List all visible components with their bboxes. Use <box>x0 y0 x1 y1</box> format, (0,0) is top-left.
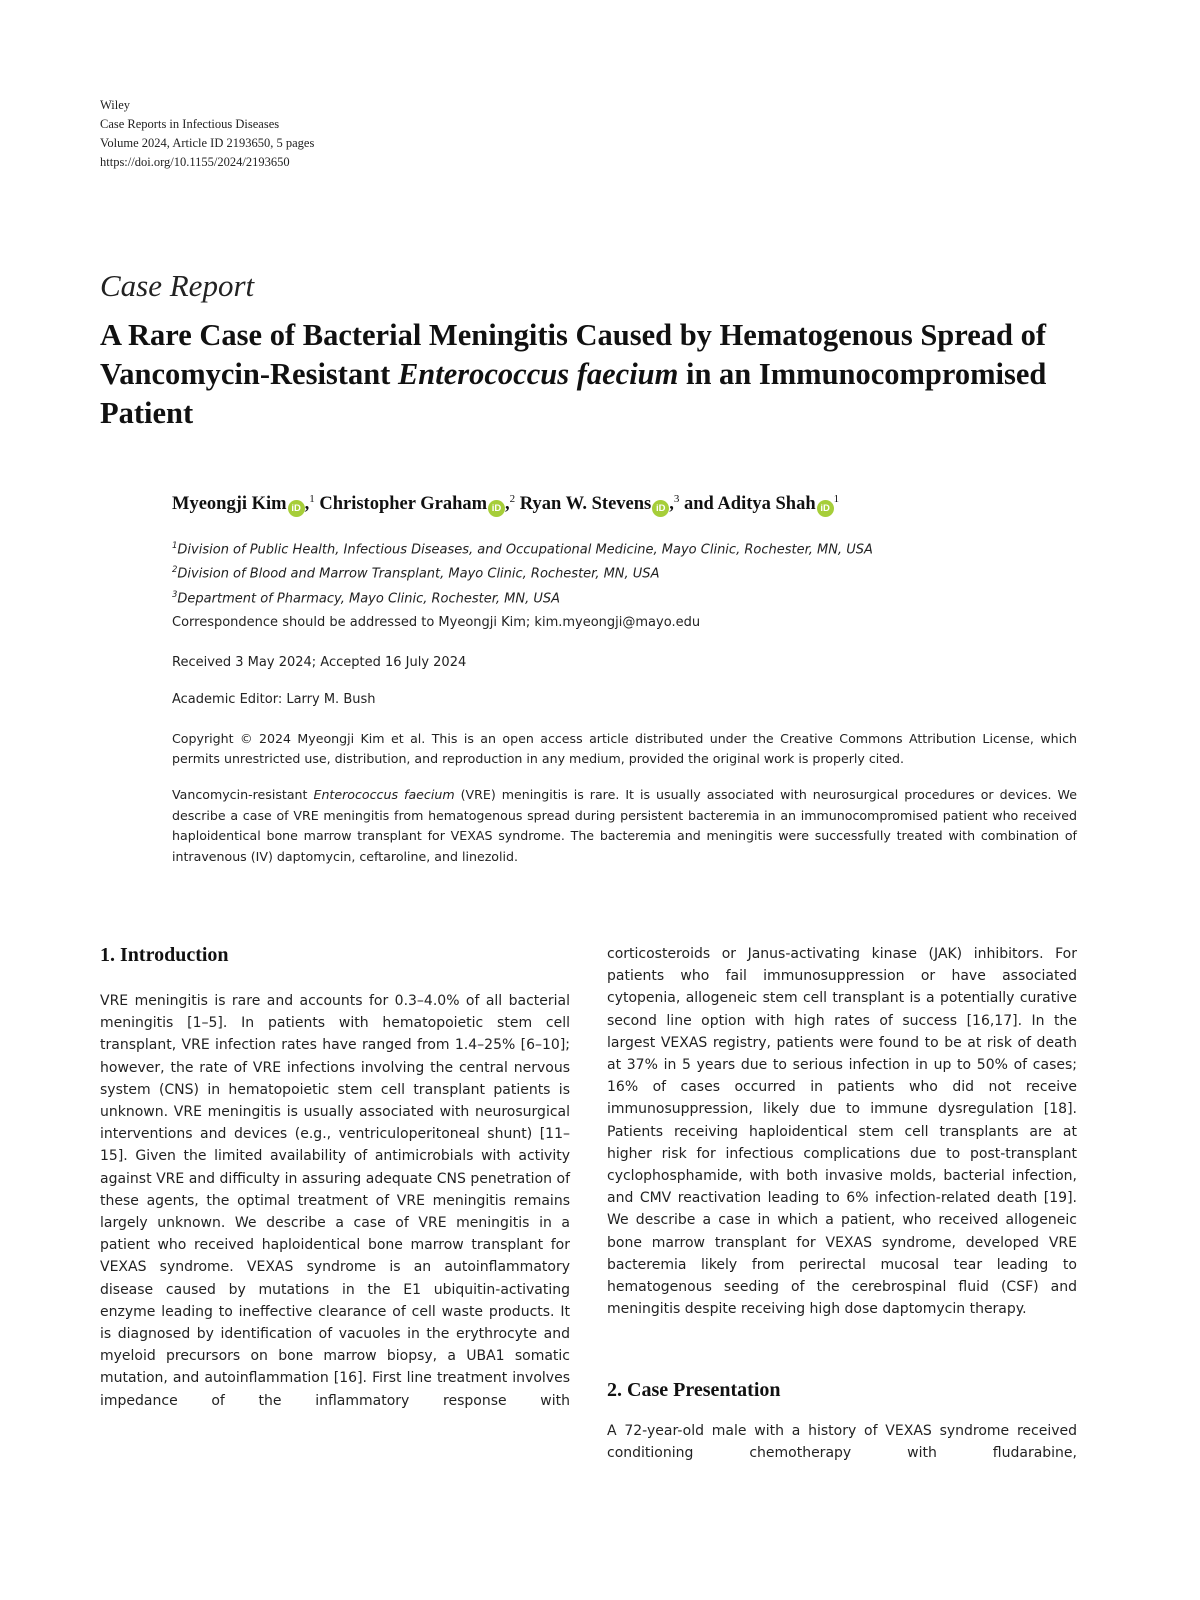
affiliation: $^3$Department of Pharmacy, Mayo Clinic, Rochester, MN, USA <box>172 589 561 606</box>
publisher-name: Wiley <box>100 98 131 112</box>
affiliation-marker: 3 <box>673 493 680 505</box>
doi-link[interactable]: https://doi.org/10.1155/2024/2193650 <box>100 155 290 169</box>
affiliation: $^2$Division of Blood and Marrow Transplant, Mayo Clinic, Rochester, MN, USA <box>172 565 660 582</box>
received-dates: Received 3 May 2024; Accepted 16 July 2024 <box>172 655 467 670</box>
case-paragraph: A 72-year-old male with a history of VEXAS syndrome received conditioning chemotherapy with fludarabine, <box>607 1423 1077 1462</box>
author-name[interactable]: Aditya Shah <box>717 494 816 515</box>
body-column-right <box>607 943 1077 1320</box>
article-title: A Rare Case of Bacterial Meningitis Caused by Hematogenous Spread of Vancomycin-Resistant Enterococcus faecium in an Immunocompromised Patient <box>100 318 1047 430</box>
author-joiner: and <box>683 494 714 515</box>
affiliation-list <box>172 536 873 609</box>
section-heading-introduction: 1. Introduction <box>100 944 229 966</box>
author-name[interactable]: Myeongji Kim <box>172 494 287 515</box>
affiliation-marker: 2 <box>509 493 516 505</box>
intro-paragraph: VRE meningitis is rare and accounts for 0.3–4.0% of all bacterial meningitis [1–5]. In patients with hematopoietic stem cell transplant, VRE infection rates have ranged from 1.4–25% [6–10]; however, the rate of VRE infections involving the central nervous system (CNS) in hematopoietic stem cell transplant patients is unknown. VRE meningitis is usually associated with neurosurgical interventions and devices (e.g., ventriculoperitoneal shunt) [11–15]. Given the limited availability of antimicrobials with activity against VRE and difficulty in assuring adequate CNS penetration of these agents, the optimal treatment of VRE meningitis remains largely unknown. We describe a case of VRE meningitis in a patient who received haploidentical bone marrow transplant for VEXAS syndrome. VEXAS syndrome is an autoinflammatory disease caused by mutations in the E1 ubiquitin-activating enzyme leading to ineffective clearance of cell waste products. It is diagnosed by identification of vacuoles in the erythrocyte and myeloid precursors on bone marrow biopsy, a UBA1 somatic mutation, and autoinflammation [16]. First line treatment involves impedance of the inflammatory response with <box>100 993 570 1409</box>
academic-editor: Academic Editor: Larry M. Bush <box>172 692 376 707</box>
orcid-icon[interactable]: iD <box>288 500 305 517</box>
volume-info: Volume 2024, Article ID 2193650, 5 pages <box>100 136 315 150</box>
correspondence: Correspondence should be addressed to Myeongji Kim; kim.myeongji@mayo.edu <box>172 615 701 630</box>
author-name[interactable]: Ryan W. Stevens <box>519 494 652 515</box>
author-list: Myeongji Kim iD ,$^1$ Christopher Graham iD ,$^2$ Ryan W. Stevens iD ,$^3$ and Aditya Shah $iD^1$ <box>172 493 839 517</box>
journal-name: Case Reports in Infectious Diseases <box>100 117 280 131</box>
orcid-icon[interactable]: iD <box>488 500 505 517</box>
copyright-notice: Copyright © 2024 Myeongji Kim et al. This is an open access article distributed under the Creative Commons Attribution License, which permits unrestricted use, distribution, and reproduction in any medium, provided the original work is properly cited. <box>172 731 1077 766</box>
case-column <box>607 1420 1077 1464</box>
affiliation: $^1$Division of Public Health, Infectious Diseases, and Occupational Medicine, Mayo Clinic, Rochester, MN, USA <box>172 541 873 558</box>
affiliation-marker: 1 <box>833 493 840 505</box>
journal-header <box>100 96 314 172</box>
article-type: Case Report <box>100 268 255 303</box>
orcid-icon[interactable]: iD <box>817 500 834 517</box>
section-heading-case-presentation: 2. Case Presentation <box>607 1379 781 1401</box>
intro-paragraph-continued: corticosteroids or Janus-activating kinase (JAK) inhibitors. For patients who fail immunosuppression or have associated cytopenia, allogeneic stem cell transplant is a potentially curative second line option with high rates of success [16,17]. In the largest VEXAS registry, patients were found to be at risk of death at 37% in 5 years due to serious infection in up to 50% of cases; 16% of cases occurred in patients who did not receive immunosuppression, likely due to immune dysregulation [18]. Patients receiving haploidentical stem cell transplants are at higher risk for infectious complications due to post-transplant cyclophosphamide, with both invasive molds, bacterial infection, and CMV reactivation leading to 6% infection-related death [19]. We describe a case in which a patient, who received allogeneic bone marrow transplant for VEXAS syndrome, developed VRE bacteremia likely from perirectal mucosal tear leading to hematogenous seeding of the cerebrospinal fluid (CSF) and meningitis despite receiving high dose daptomycin therapy. <box>607 946 1077 1318</box>
body-column-left <box>100 990 570 1412</box>
orcid-icon[interactable]: iD <box>652 500 669 517</box>
author-name[interactable]: Christopher Graham <box>319 494 488 515</box>
affiliation-marker: 1 <box>309 493 315 505</box>
abstract: Vancomycin-resistant Enterococcus faecium (VRE) meningitis is rare. It is usually associated with neurosurgical procedures or devices. We describe a case of VRE meningitis from hematogenous spread during persistent bacteremia in an immunocompromised patient who received haploidentical bone marrow transplant for VEXAS syndrome. The bacteremia and meningitis were successfully treated with combination of intravenous (IV) daptomycin, ceftaroline, and linezolid. <box>172 787 1077 864</box>
